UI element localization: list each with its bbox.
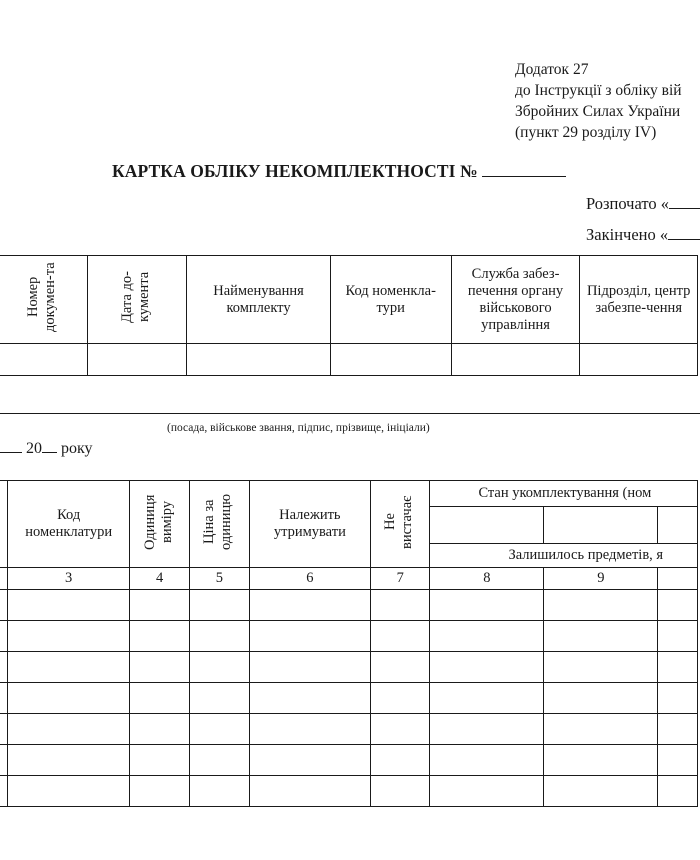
table-cell[interactable] bbox=[129, 683, 189, 714]
table-cell[interactable] bbox=[129, 621, 189, 652]
finished-label: Закінчено « bbox=[586, 225, 669, 244]
table-cell[interactable] bbox=[544, 590, 658, 621]
table-cell[interactable] bbox=[371, 621, 430, 652]
table-cell[interactable] bbox=[658, 652, 698, 683]
header-unit-measure: Одиниця виміру bbox=[129, 481, 189, 568]
table-cell[interactable] bbox=[544, 683, 658, 714]
table-cell[interactable] bbox=[430, 745, 544, 776]
table-cell[interactable] bbox=[430, 683, 544, 714]
header-missing: Не вистачає bbox=[371, 481, 430, 568]
table-cell[interactable] bbox=[249, 776, 370, 807]
table-cell[interactable] bbox=[658, 776, 698, 807]
column-number: 3 bbox=[8, 568, 130, 590]
table-cell[interactable] bbox=[8, 745, 130, 776]
cell-doc-date[interactable] bbox=[88, 344, 187, 376]
table-cell[interactable] bbox=[430, 590, 544, 621]
table-cell[interactable] bbox=[0, 745, 8, 776]
appendix-line-1: Додаток 27 bbox=[515, 61, 589, 78]
table-cell[interactable] bbox=[129, 590, 189, 621]
table-cell[interactable] bbox=[8, 683, 130, 714]
table-cell[interactable] bbox=[544, 652, 658, 683]
table-row bbox=[0, 344, 698, 376]
table-cell[interactable] bbox=[658, 745, 698, 776]
started-label: Розпочато « bbox=[586, 194, 669, 213]
table-cell[interactable] bbox=[249, 652, 370, 683]
table-cell[interactable] bbox=[430, 714, 544, 745]
table-cell[interactable] bbox=[544, 745, 658, 776]
column-number bbox=[0, 568, 8, 590]
table-row bbox=[0, 590, 698, 621]
table-cell[interactable] bbox=[249, 745, 370, 776]
document-title-text: КАРТКА ОБЛІКУ НЕКОМПЛЕКТНОСТІ № bbox=[112, 161, 478, 181]
header-doc-date: Дата до-кумента bbox=[88, 256, 187, 344]
column-number: 5 bbox=[190, 568, 249, 590]
finished-date-field[interactable] bbox=[668, 225, 700, 240]
column-number: 8 bbox=[430, 568, 544, 590]
header-sub-cell bbox=[544, 507, 658, 544]
table-cell[interactable] bbox=[658, 590, 698, 621]
table-cell[interactable] bbox=[8, 590, 130, 621]
cell-unit[interactable] bbox=[580, 344, 698, 376]
table-cell[interactable] bbox=[430, 621, 544, 652]
table-cell[interactable] bbox=[371, 714, 430, 745]
table-cell[interactable] bbox=[371, 745, 430, 776]
year-prefix: 20 bbox=[26, 440, 42, 457]
header-remaining: Залишилось предметів, я bbox=[430, 544, 698, 568]
appendix-line-4: (пункт 29 розділу IV) bbox=[515, 124, 657, 141]
document-table bbox=[0, 255, 698, 376]
column-number: 6 bbox=[249, 568, 370, 590]
table-cell[interactable] bbox=[658, 683, 698, 714]
header-col-left bbox=[0, 481, 8, 568]
table-row bbox=[0, 683, 698, 714]
table-row bbox=[0, 776, 698, 807]
table-cell[interactable] bbox=[8, 652, 130, 683]
year-field[interactable] bbox=[42, 439, 57, 453]
finished-row bbox=[586, 225, 700, 245]
table-cell[interactable] bbox=[129, 745, 189, 776]
header-service: Служба забез-печення органу військового управління bbox=[451, 256, 580, 344]
header-sub-cell bbox=[430, 507, 544, 544]
column-number: 4 bbox=[129, 568, 189, 590]
completeness-table bbox=[0, 480, 698, 807]
table-cell[interactable] bbox=[249, 683, 370, 714]
date-line bbox=[0, 439, 93, 458]
table-cell[interactable] bbox=[190, 745, 249, 776]
table-cell[interactable] bbox=[129, 776, 189, 807]
table-cell[interactable] bbox=[8, 776, 130, 807]
table-cell[interactable] bbox=[371, 652, 430, 683]
document-title bbox=[112, 160, 566, 182]
table-cell[interactable] bbox=[0, 714, 8, 745]
table-cell[interactable] bbox=[544, 621, 658, 652]
table-cell[interactable] bbox=[658, 621, 698, 652]
header-nomenclature-code: Код номенклатури bbox=[8, 481, 130, 568]
table-body bbox=[0, 590, 698, 807]
table-cell[interactable] bbox=[129, 714, 189, 745]
cell-doc-number[interactable] bbox=[0, 344, 88, 376]
card-number-field[interactable] bbox=[482, 160, 566, 177]
header-row-1 bbox=[0, 481, 698, 507]
table-header-row bbox=[0, 256, 698, 344]
header-price: Ціна за одиницю bbox=[190, 481, 249, 568]
started-row bbox=[586, 194, 700, 214]
table-cell[interactable] bbox=[8, 621, 130, 652]
header-completeness-state: Стан укомплектування (ном bbox=[430, 481, 698, 507]
table-cell[interactable] bbox=[249, 590, 370, 621]
table-cell[interactable] bbox=[129, 652, 189, 683]
table-cell[interactable] bbox=[190, 776, 249, 807]
table-cell[interactable] bbox=[371, 683, 430, 714]
table-cell[interactable] bbox=[0, 652, 8, 683]
table-cell[interactable] bbox=[8, 714, 130, 745]
table-cell[interactable] bbox=[190, 683, 249, 714]
table-cell[interactable] bbox=[190, 714, 249, 745]
column-number bbox=[658, 568, 698, 590]
appendix-line-3: Збройних Силах України bbox=[515, 103, 681, 120]
cell-kit-name[interactable] bbox=[187, 344, 330, 376]
day-field[interactable] bbox=[0, 439, 22, 453]
table-cell[interactable] bbox=[249, 714, 370, 745]
table-cell[interactable] bbox=[0, 683, 8, 714]
table-cell[interactable] bbox=[0, 590, 8, 621]
table-cell[interactable] bbox=[430, 776, 544, 807]
appendix-line-2: до Інструкції з обліку вій bbox=[515, 82, 682, 99]
column-number: 9 bbox=[544, 568, 658, 590]
table-cell[interactable] bbox=[0, 776, 8, 807]
year-word: року bbox=[61, 440, 93, 457]
cell-service[interactable] bbox=[451, 344, 580, 376]
column-number: 7 bbox=[371, 568, 430, 590]
started-date-field[interactable] bbox=[669, 194, 700, 209]
table-cell[interactable] bbox=[190, 652, 249, 683]
table-cell[interactable] bbox=[544, 776, 658, 807]
table-cell[interactable] bbox=[658, 714, 698, 745]
header-to-withhold: Належить утримувати bbox=[249, 481, 370, 568]
cell-nomenclature-code[interactable] bbox=[330, 344, 451, 376]
table-cell[interactable] bbox=[190, 621, 249, 652]
header-unit: Підрозділ, центр забезпе-чення bbox=[580, 256, 698, 344]
header-sub-cell bbox=[658, 507, 698, 544]
table-row bbox=[0, 621, 698, 652]
header-nomenclature-code: Код номенкла-тури bbox=[330, 256, 451, 344]
column-number-row bbox=[0, 568, 698, 590]
header-doc-number: Номер докумен-та bbox=[0, 256, 88, 344]
table-cell[interactable] bbox=[249, 621, 370, 652]
table-cell[interactable] bbox=[544, 714, 658, 745]
table-row bbox=[0, 745, 698, 776]
signature-line[interactable] bbox=[0, 413, 700, 414]
table-cell[interactable] bbox=[190, 590, 249, 621]
table-row bbox=[0, 652, 698, 683]
signature-caption: (посада, військове звання, підпис, прізвище, ініціали) bbox=[167, 422, 430, 434]
table-cell[interactable] bbox=[430, 652, 544, 683]
table-cell[interactable] bbox=[0, 621, 8, 652]
header-kit-name: Найменування комплекту bbox=[187, 256, 330, 344]
appendix-note bbox=[515, 59, 682, 143]
table-cell[interactable] bbox=[371, 776, 430, 807]
table-row bbox=[0, 714, 698, 745]
table-cell[interactable] bbox=[371, 590, 430, 621]
